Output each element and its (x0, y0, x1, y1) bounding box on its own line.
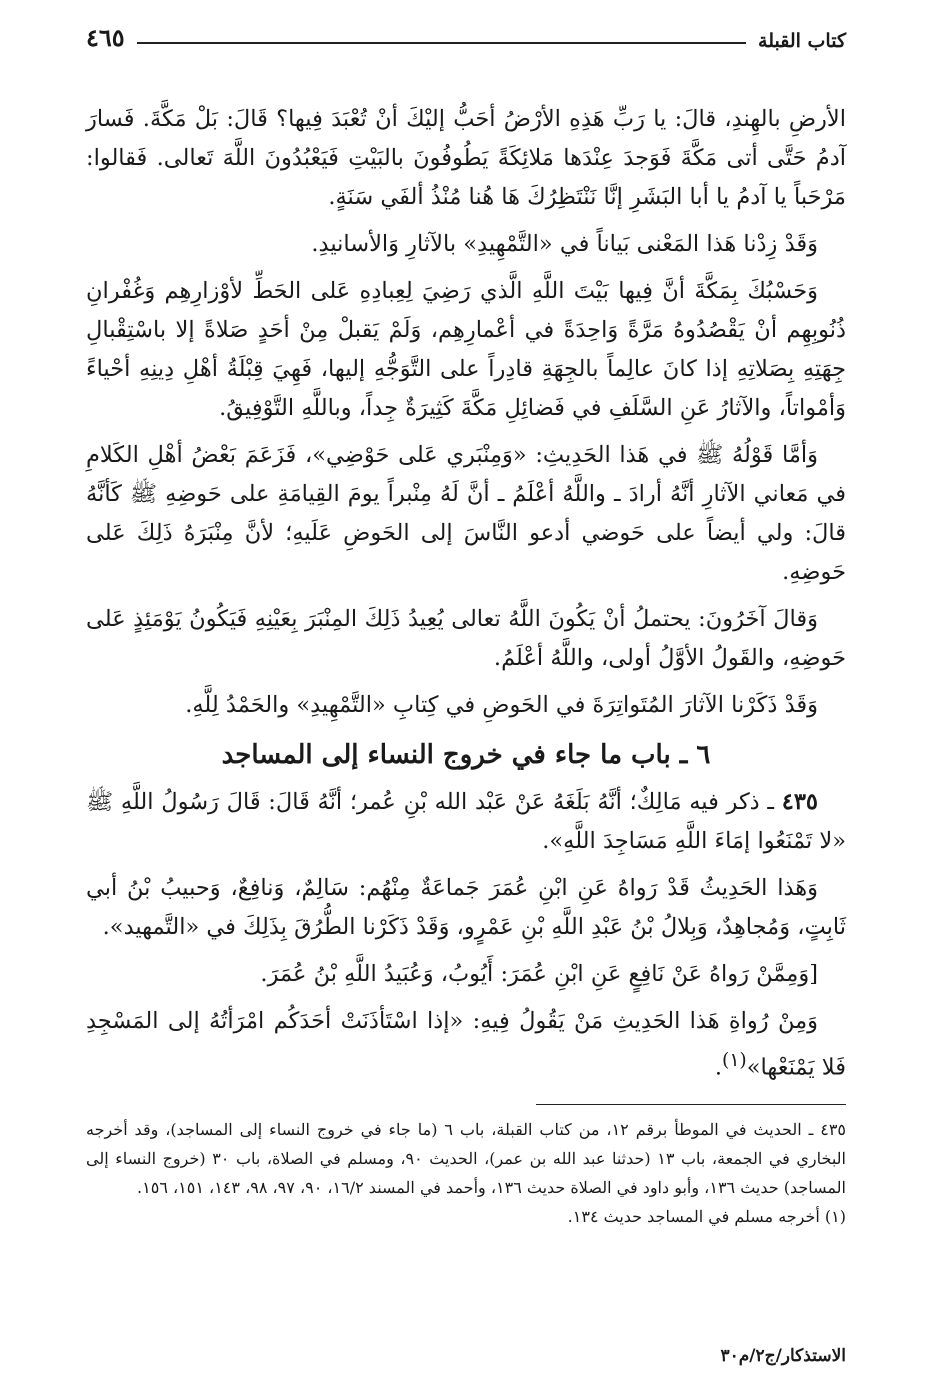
header-rule (137, 42, 746, 44)
hadith-text: ـ ذكر فيه مَالِكٌ؛ أنَّهُ بَلَغَهُ عَنْ عَبْد الله بْنِ عُمر؛ أنَّهُ قَالَ: قَالَ رَسُولُ اللَّهِ ﷺ «لا تَمْنَعُوا إمَاءَ اللَّهِ مَسَاجِدَ اللَّهِ». (86, 789, 846, 854)
paragraph: وَمِنْ رُواةِ هَذا الحَدِيثِ مَنْ يَقُولُ فِيهِ: «إذا اسْتَأذَنَتْ أحَدَكُم امْرَأتُهُ إلى المَسْجِدِ فَلا يَمْنَعْها»$^{(١)}$. (86, 1008, 846, 1081)
footnotes (86, 1115, 846, 1231)
paragraph: وَقَدْ ذَكَرْنا الآثارَ المُتَواتِرَةَ في الحَوضِ في كِتابِ «التَّمْهِيدِ» والحَمْدُ لِلَّهِ. (185, 692, 818, 718)
running-header (86, 18, 846, 52)
footnote-divider (536, 1104, 846, 1105)
paragraph: وَقالَ آخَرُونَ: يحتملُ أنْ يَكُونَ اللَّهُ تعالى يُعِيدُ ذَلِكَ المِنْبَرَ بِعَيْنِهِ فَيَكُونُ يَوْمَئِذٍ عَلى حَوضِهِ، والقَولُ الأوَّلُ أولى، واللَّهُ أعْلَمُ. (86, 606, 846, 671)
running-title: كتاب القبلة (758, 30, 846, 52)
hadith-paragraph (86, 783, 846, 861)
page-number: ٤٦٥ (86, 23, 125, 52)
paragraph: وَقَدْ زِدْنا هَذا المَعْنى بَياناً في «التَّمْهِيدِ» بالآثارِ وَالأسانيدِ. (311, 231, 818, 257)
footnote: (١) أخرجه مسلم في المساجد حديث ١٣٤. (567, 1206, 846, 1226)
chapter-heading: ٦ ـ باب ما جاء في خروج النساء إلى المساجد (221, 740, 711, 770)
paragraph-text: وَمِنْ رُواةِ هَذا الحَدِيثِ مَنْ يَقُولُ فِيهِ: «إذا اسْتَأذَنَتْ أحَدَكُم امْرَأتُهُ إلى المَسْجِدِ فَلا يَمْنَعْها» (86, 1008, 846, 1081)
paragraph: وَأمَّا قَوْلُهُ ﷺ في هَذا الحَدِيثِ: «وَمِنْبَري عَلى حَوْضِي»، فَزَعَمَ بَعْضُ أهْلِ الكَلامِ في مَعاني الآثارِ أنَّهُ أرادَ ـ واللَّهُ أعْلَمُ ـ أنَّ لَهُ مِنْبراً يومَ القِيامَةِ على حَوضِهِ ﷺ كَأنَّهُ قالَ: ولي أيضاً على حَوضي أدعو النَّاسَ إلى الحَوضِ عَلَيهِ؛ لأنَّ مِنْبَرَهُ ذَلِكَ عَلى حَوضِهِ. (86, 442, 846, 585)
footnote: ٤٣٥ ـ الحديث في الموطأ برقم ١٢، من كتاب القبلة، باب ٦ (ما جاء في خروج النساء إلى المساجد)، وقد أخرجه البخاري في الجمعة، باب ١٣ (حدثنا عبد الله بن عمر)، الحديث ٩٠، ومسلم في الصلاة، باب ٣٠ (خروج النساء إلى المساجد) حديث ١٣٦، وأبو داود في الصلاة حديث ١٣٦، وأحمد في المسند ١٦/٢، ٩٠، ٩٧، ٩٨، ١٤٣، ١٥١، ١٥٦. (86, 1119, 847, 1197)
paragraph: [وَمِمَّنْ رَواهُ عَنْ نَافِعٍ عَنِ ابْنِ عُمَرَ: أَيُوبُ، وَعُبَيدُ اللَّهِ بْنُ عُمَرَ. (260, 961, 818, 987)
printer-signature: الاستذكار/ج٢/م٣٠ (720, 1346, 846, 1366)
paragraph: وَهَذا الحَدِيثُ قَدْ رَواهُ عَنِ ابْنِ عُمَرَ جَماعَةٌ مِنْهُم: سَالِمٌ، وَنافِعٌ، وَحبيبُ بْنُ أبي ثَابِتٍ، وَمُجاهِدٌ، وَبِلالُ بْنُ عَبْدِ اللَّهِ بْنِ عَمْرٍو، وَقَدْ ذَكَرْنا الطُّرُقَ بِذَلِكَ في «التَّمهيد». (86, 875, 846, 940)
paragraph: وَحَسْبُكَ بِمَكَّةَ أنَّ فِيها بَيْتَ اللَّهِ الَّذي رَضِيَ لِعِبادِهِ عَلى الحَطِّ لأوْزارِهِم وَغُفْرانِ ذُنُوبِهِم أنْ يَقْصُدُوهُ مَرَّةً وَاحِدَةً في أعْمارِهِم، وَلَمْ يَقبلْ مِنْ أحَدٍ صَلاةً إلا باسْتِقْبالِ جِهَتِهِ بِصَلاتِهِ إذا كانَ عالِماً بالجِهَةِ قادِراً على التَّوَجُّهِ إليها، فَهِيَ قِبْلَةُ أهْلِ دِينِهِ أحْياءً وَأمْواتاً، والآثارُ عَنِ السَّلَفِ في فَضائِلِ مَكَّةَ كَثِيرَةٌ جِداً، وباللَّهِ التَّوْفِيقُ. (86, 278, 846, 421)
hadith-number: ٤٣٥ (781, 789, 818, 815)
paragraph: الأرضِ بالهِندِ، قالَ: يا رَبِّ هَذِهِ الأرْضُ أحَبُّ إليْكَ أنْ تُعْبَدَ فِيها؟ قَالَ: بَلْ مَكَّةَ. فَسارَ آدمُ حَتَّى أتى مَكَّةَ فَوَجدَ عِنْدَها مَلائِكَةً يَطُوفُونَ بالبَيْتِ فَيَعْبُدُونَ اللَّهَ تَعالى. فَقالوا: مَرْحَباً يا آدمُ يا أبا البَشَرِ إنَّا نَنْتَظِرُكَ هَا هُنا مُنْذُ ألفَي سَنَةٍ. (86, 106, 846, 210)
footnote-reference[interactable]: (١) (722, 1050, 747, 1071)
main-text (86, 100, 846, 1088)
